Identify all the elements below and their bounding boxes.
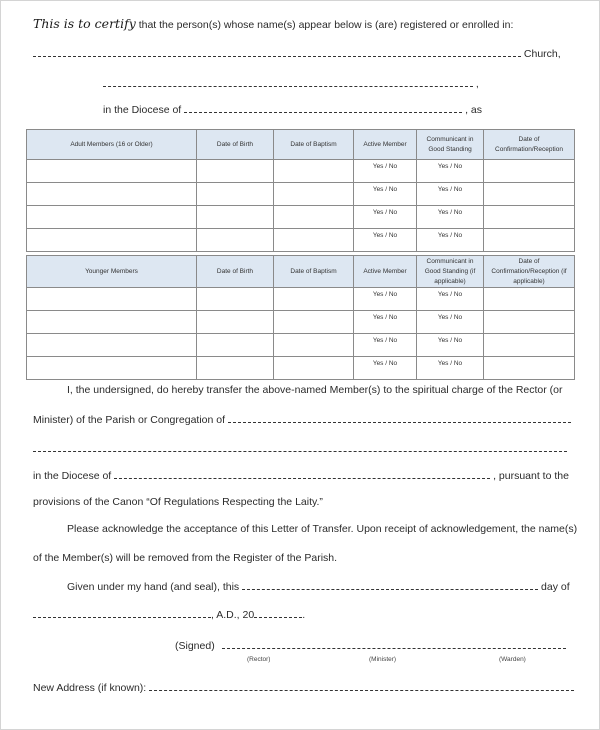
active-member-cell[interactable]: Yes / No bbox=[354, 357, 417, 380]
table-row bbox=[27, 334, 575, 357]
church-name-field[interactable] bbox=[33, 46, 521, 57]
transfer-line-3 bbox=[33, 441, 567, 456]
signature-field[interactable] bbox=[222, 638, 566, 649]
column-header-date-of-birth: Date of Birth bbox=[197, 130, 274, 160]
given-label: Given under my hand (and seal), this bbox=[67, 581, 240, 593]
communicant-cell[interactable]: Yes / No bbox=[417, 288, 484, 311]
month-field[interactable] bbox=[33, 607, 211, 618]
day-of-label: day of bbox=[541, 581, 570, 593]
member-name-cell[interactable] bbox=[27, 229, 197, 252]
rector-label: (Rector) bbox=[247, 656, 271, 663]
confirmation-date-cell[interactable] bbox=[484, 206, 575, 229]
communicant-cell[interactable]: Yes / No bbox=[417, 229, 484, 252]
column-header-communicant: Communicant in Good Standing bbox=[417, 130, 484, 160]
new-diocese-field[interactable] bbox=[114, 468, 490, 479]
column-header-date-of-baptism: Date of Baptism bbox=[274, 256, 354, 288]
parish-field[interactable] bbox=[228, 412, 571, 423]
new-diocese-label: in the Diocese of bbox=[33, 470, 112, 482]
diocese-line bbox=[103, 102, 482, 117]
member-name-cell[interactable] bbox=[27, 183, 197, 206]
pursuant-text: , pursuant to the bbox=[493, 470, 569, 482]
column-header-active-member: Active Member bbox=[354, 256, 417, 288]
birth-date-cell[interactable] bbox=[197, 206, 274, 229]
transfer-line-5: provisions of the Canon “Of Regulations Respecting the Laity.” bbox=[33, 496, 323, 508]
certify-line bbox=[33, 17, 513, 32]
active-member-cell[interactable]: Yes / No bbox=[354, 160, 417, 183]
warden-label: (Warden) bbox=[499, 656, 526, 663]
parish-field-continued[interactable] bbox=[33, 441, 567, 452]
baptism-date-cell[interactable] bbox=[274, 229, 354, 252]
birth-date-cell[interactable] bbox=[197, 334, 274, 357]
baptism-date-cell[interactable] bbox=[274, 357, 354, 380]
given-line bbox=[67, 579, 570, 594]
table-row bbox=[27, 229, 575, 252]
signed-label: (Signed) bbox=[175, 640, 215, 652]
location-line bbox=[103, 76, 479, 91]
new-address-line bbox=[33, 680, 574, 695]
date-end: . bbox=[302, 609, 306, 621]
column-header-date-of-baptism: Date of Baptism bbox=[274, 130, 354, 160]
transfer-line-2 bbox=[33, 412, 571, 427]
ad-label: , A.D., 20 bbox=[211, 609, 255, 621]
member-name-cell[interactable] bbox=[27, 311, 197, 334]
table-row bbox=[27, 206, 575, 229]
column-header-confirmation-date: Date of Confirmation/Reception (if applicable) bbox=[484, 256, 575, 288]
member-name-cell[interactable] bbox=[27, 206, 197, 229]
transfer-line-4 bbox=[33, 468, 569, 483]
column-header-active-member: Active Member bbox=[354, 130, 417, 160]
active-member-cell[interactable]: Yes / No bbox=[354, 206, 417, 229]
parish-label: Minister) of the Parish or Congregation of bbox=[33, 414, 226, 426]
church-line bbox=[33, 46, 561, 61]
younger-members-table bbox=[26, 255, 575, 380]
communicant-cell[interactable]: Yes / No bbox=[417, 160, 484, 183]
baptism-date-cell[interactable] bbox=[274, 311, 354, 334]
table-row bbox=[27, 160, 575, 183]
table-header-row bbox=[27, 256, 575, 288]
birth-date-cell[interactable] bbox=[197, 183, 274, 206]
active-member-cell[interactable]: Yes / No bbox=[354, 334, 417, 357]
communicant-cell[interactable]: Yes / No bbox=[417, 334, 484, 357]
confirmation-date-cell[interactable] bbox=[484, 357, 575, 380]
adult-members-table bbox=[26, 129, 575, 252]
table-row bbox=[27, 183, 575, 206]
member-name-cell[interactable] bbox=[27, 288, 197, 311]
minister-label: (Minister) bbox=[369, 656, 397, 663]
communicant-cell[interactable]: Yes / No bbox=[417, 357, 484, 380]
table-row bbox=[27, 357, 575, 380]
active-member-cell[interactable]: Yes / No bbox=[354, 183, 417, 206]
birth-date-cell[interactable] bbox=[197, 229, 274, 252]
baptism-date-cell[interactable] bbox=[274, 183, 354, 206]
communicant-cell[interactable]: Yes / No bbox=[417, 206, 484, 229]
certify-text: that the person(s) whose name(s) appear below is (are) registered or enrolled in: bbox=[138, 19, 514, 31]
baptism-date-cell[interactable] bbox=[274, 334, 354, 357]
year-field[interactable] bbox=[254, 607, 302, 618]
member-name-cell[interactable] bbox=[27, 357, 197, 380]
column-header-date-of-birth: Date of Birth bbox=[197, 256, 274, 288]
acknowledge-line-1: Please acknowledge the acceptance of this Letter of Transfer. Upon receipt of acknowledgement, the name(s) bbox=[67, 523, 578, 535]
column-header-communicant: Communicant in Good Standing (if applicable) bbox=[417, 256, 484, 288]
column-header-confirmation-date: Date of Confirmation/Reception bbox=[484, 130, 575, 160]
communicant-cell[interactable]: Yes / No bbox=[417, 311, 484, 334]
table-header-row bbox=[27, 130, 575, 160]
acknowledge-line-2: of the Member(s) will be removed from the Register of the Parish. bbox=[33, 552, 338, 564]
birth-date-cell[interactable] bbox=[197, 357, 274, 380]
signature-line bbox=[175, 638, 566, 653]
diocese-label: in the Diocese of bbox=[103, 104, 182, 116]
transfer-line-1: I, the undersigned, do hereby transfer the above-named Member(s) to the spiritual charge of the Rector (or bbox=[67, 384, 563, 396]
confirmation-date-cell[interactable] bbox=[484, 288, 575, 311]
table-row bbox=[27, 288, 575, 311]
table-row bbox=[27, 311, 575, 334]
confirmation-date-cell[interactable] bbox=[484, 229, 575, 252]
column-header-adult-members: Adult Members (16 or Older) bbox=[27, 130, 197, 160]
confirmation-date-cell[interactable] bbox=[484, 334, 575, 357]
certify-script-text: This is to certify bbox=[33, 16, 136, 31]
new-address-field[interactable] bbox=[149, 680, 574, 691]
baptism-date-cell[interactable] bbox=[274, 288, 354, 311]
church-suffix: Church, bbox=[523, 48, 561, 60]
active-member-cell[interactable]: Yes / No bbox=[354, 288, 417, 311]
birth-date-cell[interactable] bbox=[197, 160, 274, 183]
confirmation-date-cell[interactable] bbox=[484, 183, 575, 206]
column-header-younger-members: Younger Members bbox=[27, 256, 197, 288]
active-member-cell[interactable]: Yes / No bbox=[354, 229, 417, 252]
date-line bbox=[33, 607, 305, 622]
birth-date-cell[interactable] bbox=[197, 311, 274, 334]
confirmation-date-cell[interactable] bbox=[484, 311, 575, 334]
diocese-field[interactable] bbox=[184, 102, 462, 113]
member-name-cell[interactable] bbox=[27, 334, 197, 357]
new-address-label: New Address (if known): bbox=[33, 682, 147, 694]
location-suffix: , bbox=[475, 78, 479, 90]
active-member-cell[interactable]: Yes / No bbox=[354, 311, 417, 334]
baptism-date-cell[interactable] bbox=[274, 206, 354, 229]
church-location-field[interactable] bbox=[103, 76, 473, 87]
baptism-date-cell[interactable] bbox=[274, 160, 354, 183]
member-name-cell[interactable] bbox=[27, 160, 197, 183]
confirmation-date-cell[interactable] bbox=[484, 160, 575, 183]
birth-date-cell[interactable] bbox=[197, 288, 274, 311]
diocese-suffix: , as bbox=[465, 104, 482, 116]
communicant-cell[interactable]: Yes / No bbox=[417, 183, 484, 206]
day-field[interactable] bbox=[242, 579, 538, 590]
